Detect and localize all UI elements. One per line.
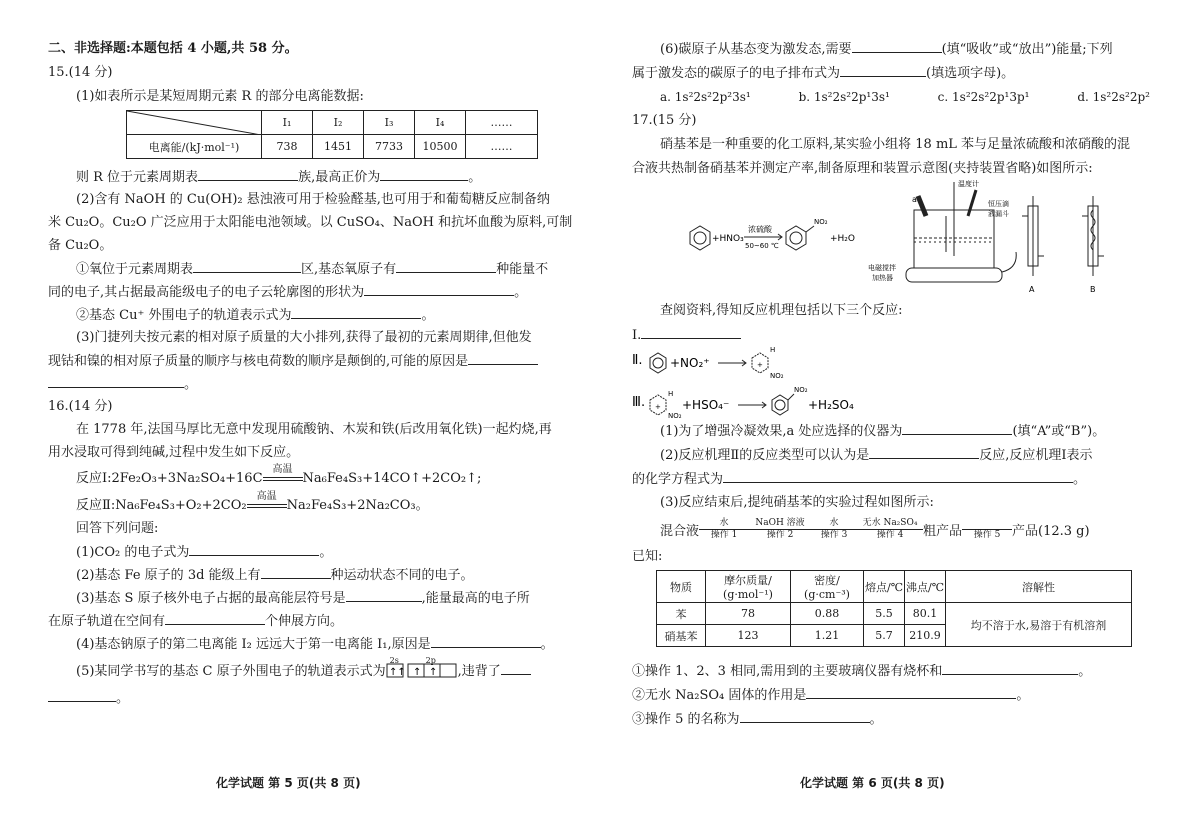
cell-i4: 10500 xyxy=(415,135,466,159)
cell-i2: 1451 xyxy=(313,135,364,159)
answer-blank[interactable] xyxy=(291,306,421,319)
eq-cond-top: 浓硫酸 xyxy=(748,225,772,234)
q16-s3-line2: 在原子轨道在空间有 个伸展方向。 xyxy=(48,614,344,629)
label-thermometer: 温度计 xyxy=(958,180,979,188)
answer-blank[interactable] xyxy=(48,689,116,702)
th-i2: I₂ xyxy=(313,111,364,135)
nitration-diagram xyxy=(632,176,1152,296)
label-B: B xyxy=(1090,285,1096,294)
answer-blank[interactable] xyxy=(468,352,538,365)
th-mp: 熔点/℃ xyxy=(864,571,905,603)
orbital-boxes xyxy=(386,662,458,678)
q16-s3: (3)基态 S 原子核外电子占据的最高能层符号是 ,能量最高的电子所 xyxy=(76,591,530,606)
label-A: A xyxy=(1029,285,1035,294)
mechanism-II-label: Ⅱ. xyxy=(632,353,643,368)
answer-blank[interactable] xyxy=(840,64,926,77)
answer-blank[interactable] xyxy=(189,543,319,556)
nitrobenzene-structure xyxy=(786,226,814,250)
th-bp: 沸点/℃ xyxy=(905,571,946,603)
reaction-2: 反应Ⅱ:Na₆Fe₄S₃+O₂+2CO₂ 高温 Na₂Fe₄S₃+2Na₂CO₃。 xyxy=(76,491,429,513)
q15-p3-line1: (3)门捷列夫按元素的相对原子质量的大小排列,获得了最初的元素周期律,但他发 xyxy=(76,330,532,345)
reaction-1: 反应Ⅰ:2Fe₂O₃+3Na₂SO₄+16C 高温 Na₆Fe₄S₃+14CO↑+2CO₂↑; xyxy=(76,464,482,486)
th-density: 密度/ (g·cm⁻³) xyxy=(791,571,864,603)
svg-text:H: H xyxy=(668,390,674,398)
q15-p3-line2: 现钴和镍的相对原子质量的顺序与核电荷数的顺序是颠倒的,可能的原因是 xyxy=(48,352,538,371)
th-more: …… xyxy=(466,111,538,135)
mechanism-III-label: Ⅲ. xyxy=(632,395,646,410)
q17-intro2: 合液共热制备硝基苯并测定产率,制备原理和装置示意图(夹持装置省略)如图所示: xyxy=(632,161,1093,176)
label-funnel-2: 液漏斗 xyxy=(988,210,1009,218)
svg-text:NO₂: NO₂ xyxy=(668,412,682,420)
row-label: 电离能/(kJ·mol⁻¹) xyxy=(127,135,262,159)
answer-blank[interactable] xyxy=(501,662,531,675)
mechanism-diagram xyxy=(632,344,952,420)
q15-p2-line1: (2)含有 NaOH 的 Cu(OH)₂ 悬浊液可用于检验醛基,也可用于和葡萄糖反应制备纳 xyxy=(76,192,550,207)
th-substance: 物质 xyxy=(657,571,706,603)
svg-text:↑: ↑ xyxy=(412,667,422,678)
footer-right: 化学试题 第 6 页(共 8 页) xyxy=(800,776,945,790)
svg-text:↑↑: ↑↑ xyxy=(388,667,406,678)
option-c: c. 1s²2s²2p¹3p¹ xyxy=(937,90,1030,104)
known-label: 已知: xyxy=(632,549,663,564)
label-a: a xyxy=(912,195,917,204)
answer-blank[interactable] xyxy=(396,260,496,273)
option-b: b. 1s²2s²2p¹3s¹ xyxy=(798,90,890,104)
flow-step-4: 无水 Na₂SO₄ 操作 4 xyxy=(857,518,923,541)
condenser-b xyxy=(1082,196,1104,276)
answer-blank[interactable] xyxy=(193,260,301,273)
q17-intro1: 硝基苯是一种重要的化工原料,某实验小组将 18 mL 苯与足量浓硫酸和浓硝酸的混 xyxy=(660,137,1131,152)
table-row: 硝基苯 123 1.21 5.7 210.9 xyxy=(657,625,1132,647)
answer-blank[interactable] xyxy=(380,168,468,181)
q17-head: 17.(15 分) xyxy=(632,113,697,128)
answer-blank[interactable] xyxy=(806,686,1016,699)
mechanism-intro: 查阅资料,得知反应机理包括以下三个反应: xyxy=(660,303,903,318)
q16-s5-line2: 。 xyxy=(48,689,129,708)
flow-step-5: 操作 5 xyxy=(962,518,1012,541)
svg-text:↑: ↑ xyxy=(428,667,438,678)
answer-blank[interactable] xyxy=(346,589,422,602)
q17-s2: (2)反应机理Ⅱ的反应类型可以认为是 反应,反应机理Ⅰ表示 xyxy=(660,448,1093,463)
th-i3: I₃ xyxy=(364,111,415,135)
cell-i3: 7733 xyxy=(364,135,415,159)
answer-blank[interactable] xyxy=(641,326,741,339)
cell-i1: 738 xyxy=(262,135,313,159)
mechanism-III-reagent: +HSO₄⁻ xyxy=(682,398,730,412)
q17-s2-line2: 的化学方程式为 。 xyxy=(632,472,1087,487)
q15-p2b: ②基态 Cu⁺ 外围电子的轨道表示式为 。 xyxy=(76,308,435,323)
footer-left: 化学试题 第 5 页(共 8 页) xyxy=(216,776,361,790)
answer-blank[interactable] xyxy=(852,40,942,53)
th-molar-mass: 摩尔质量/ (g·mol⁻¹) xyxy=(706,571,791,603)
q16-intro1: 在 1778 年,法国马厚比无意中发现用硫酸钠、木炭和铁(后改用氧化铁)一起灼烧,再 xyxy=(76,422,552,437)
svg-text:+: + xyxy=(757,361,763,369)
q17-s3: (3)反应结束后,提纯硝基苯的实验过程如图所示: xyxy=(660,495,934,510)
answer-blank[interactable] xyxy=(902,422,1012,435)
q15-p1-blanks: 则 R 位于元素周期表 族,最高正价为 。 xyxy=(76,170,482,185)
purification-flow xyxy=(660,514,1090,544)
cell-more: …… xyxy=(466,135,538,159)
q15-p1: (1)如表所示是某短周期元素 R 的部分电离能数据: xyxy=(76,89,364,104)
mechanism-III-product: +H₂SO₄ xyxy=(808,398,854,412)
answer-blank[interactable] xyxy=(723,470,1073,483)
orbital-diagram: 2s 2p ↑↑ ↑ ↑ xyxy=(386,662,458,678)
q15-s6-line2: 属于激发态的碳原子的电子排布式为 (填选项字母)。 xyxy=(632,66,1015,81)
eq-h2o: +H₂O xyxy=(830,234,856,244)
q16-intro2: 用水浸取可得到纯碱,过程中发生如下反应。 xyxy=(48,445,300,460)
q15-head: 15.(14 分) xyxy=(48,65,113,80)
flow-start: 混合液 xyxy=(660,523,700,539)
condenser-a xyxy=(1022,196,1044,276)
label-heater-2: 加热器 xyxy=(872,274,893,282)
q15-p2-line3: 备 Cu₂O。 xyxy=(48,238,113,253)
flow-step-2: NaOH 溶液 操作 2 xyxy=(749,518,811,541)
reaction-condition: 高温 xyxy=(247,497,287,515)
label-heater-1: 电磁搅拌 xyxy=(868,264,896,272)
q15-p2a-line2: 同的电子,其占据最高能级电子的电子云轮廓图的形状为 。 xyxy=(48,285,528,300)
flow-crude: 粗产品 xyxy=(923,523,963,539)
flow-step-1: 水 操作 1 xyxy=(699,518,749,541)
svg-text:NO₂: NO₂ xyxy=(770,372,784,380)
properties-table xyxy=(656,570,1132,647)
q16-answer: 回答下列问题: xyxy=(76,521,159,536)
label-funnel-1: 恒压滴 xyxy=(988,200,1009,208)
svg-text:NO₂: NO₂ xyxy=(794,386,808,394)
svg-text:H: H xyxy=(770,346,776,354)
q17-c3: ③操作 5 的名称为 。 xyxy=(632,712,883,727)
reaction-condition: 高温 xyxy=(263,470,303,488)
benzene-structure xyxy=(690,226,710,250)
eq-hno3: +HNO₃ xyxy=(712,234,744,244)
answer-blank[interactable] xyxy=(364,283,514,296)
reaction-apparatus xyxy=(906,182,1016,282)
q17-c2: ②无水 Na₂SO₄ 固体的作用是 。 xyxy=(632,688,1030,703)
answer-blank[interactable] xyxy=(869,446,979,459)
answer-blank[interactable] xyxy=(165,612,265,625)
section-title: 二、非选择题:本题包括 4 小题,共 58 分。 xyxy=(48,41,298,56)
option-d: d. 1s²2s²2p² xyxy=(1077,90,1150,104)
mechanism-I: Ⅰ. xyxy=(632,326,741,345)
solubility-cell: 均不溶于水,易溶于有机溶剂 xyxy=(946,603,1132,647)
answer-blank[interactable] xyxy=(48,375,184,388)
flow-product: 产品(12.3 g) xyxy=(1012,523,1090,539)
q15-s6: (6)碳原子从基态变为激发态,需要 (填“吸收”或“放出”)能量;下列 xyxy=(660,42,1113,57)
table-diag-cell xyxy=(127,111,262,135)
q17-c1: ①操作 1、2、3 相同,需用到的主要玻璃仪器有烧杯和 。 xyxy=(632,664,1092,679)
flow-step-3: 水 操作 3 xyxy=(811,518,857,541)
mechanism-II-reagent: +NO₂⁺ xyxy=(670,356,710,370)
answer-blank[interactable] xyxy=(740,710,870,723)
q16-s4: (4)基态钠原子的第二电离能 I₂ 远远大于第一电离能 I₁,原因是 。 xyxy=(76,637,554,652)
q16-s2: (2)基态 Fe 原子的 3d 能级上有 种运动状态不同的电子。 xyxy=(76,568,474,583)
q16-head: 16.(14 分) xyxy=(48,399,113,414)
answer-blank[interactable] xyxy=(261,566,331,579)
answer-blank[interactable] xyxy=(198,168,298,181)
eq-cond-bottom: 50~60 ℃ xyxy=(745,242,779,250)
options-row xyxy=(660,88,1150,106)
q15-p2-line2: 米 Cu₂O。Cu₂O 广泛应用于太阳能电池领域。以 CuSO₄、NaOH 和抗坏血酸为原料,可制 xyxy=(48,215,573,230)
th-solubility: 溶解性 xyxy=(946,571,1132,603)
q15-p3-line3: 。 xyxy=(48,375,197,394)
option-a: a. 1s²2s²2p²3s¹ xyxy=(660,90,751,104)
q16-s5: (5)某同学书写的基态 C 原子外围电子的轨道表示式为 2s 2p ↑↑ ↑ ↑ ,违背了 xyxy=(76,662,531,681)
q17-s1: (1)为了增强冷凝效果,a 处应选择的仪器为 (填“A”或“B”)。 xyxy=(660,424,1106,439)
th-i1: I₁ xyxy=(262,111,313,135)
eq-no2: NO₂ xyxy=(814,218,828,226)
ionization-table xyxy=(126,110,538,159)
table-row: 苯 78 0.88 5.5 80.1 均不溶于水,易溶于有机溶剂 xyxy=(657,603,1132,625)
q15-p2a: ①氧位于元素周期表 区,基态氧原子有 种能量不 xyxy=(76,262,549,277)
q16-s1: (1)CO₂ 的电子式为 。 xyxy=(76,545,333,560)
answer-blank[interactable] xyxy=(942,662,1078,675)
diagonal-line xyxy=(127,111,261,135)
answer-blank[interactable] xyxy=(431,635,541,648)
svg-text:+: + xyxy=(655,403,661,411)
th-i4: I₄ xyxy=(415,111,466,135)
